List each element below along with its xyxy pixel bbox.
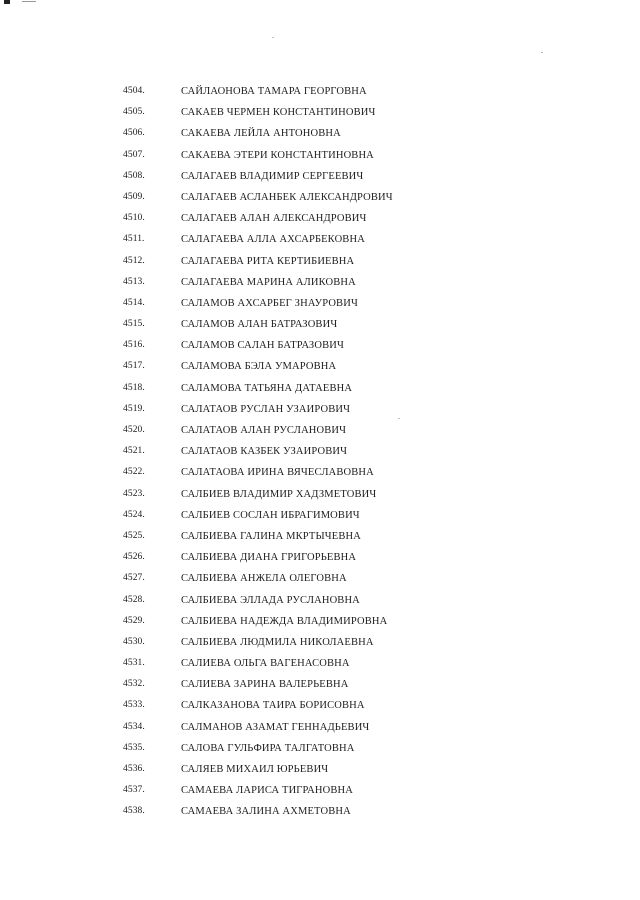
list-item [0,208,640,229]
list-item [0,166,640,187]
entry-number: 4509. [123,191,145,202]
list-item [0,187,640,208]
entry-name: САКАЕВ ЧЕРМЕН КОНСТАНТИНОВИЧ [181,107,376,119]
entry-number: 4531. [123,658,145,669]
entry-number: 4530. [123,636,145,647]
entry-number: 4508. [123,170,145,181]
entry-name: САЛБИЕВА НАДЕЖДА ВЛАДИМИРОВНА [181,615,388,627]
list-item [0,547,640,568]
entry-name: САЛБИЕВА ГАЛИНА МКРТЫЧЕВНА [181,530,361,542]
entry-name: САЙЛАОНОВА ТАМАРА ГЕОРГОВНА [181,86,367,97]
list-item [0,801,640,822]
list-item [0,526,640,547]
scan-mark-line [22,1,36,2]
entry-number: 4533. [123,700,145,711]
entry-number: 4535. [123,742,145,753]
entry-number: 4536. [123,764,145,774]
entry-name: САМАЕВА ЛАРИСА ТИГРАНОВНА [181,785,353,797]
entry-number: 4527. [123,573,145,584]
scan-corner-mark [4,0,74,6]
entry-number: 4519. [123,403,145,414]
list-item [0,611,640,632]
list-item [0,441,640,462]
entry-name: САЛБИЕВ ВЛАДИМИР ХАДЗМЕТОВИЧ [181,488,377,500]
entry-number: 4526. [123,552,145,563]
entry-name: САЛБИЕВ СОСЛАН ИБРАГИМОВИЧ [181,509,360,521]
list-item [0,759,640,780]
entry-number: 4528. [123,594,145,605]
entry-number: 4523. [123,488,145,499]
list-item [0,145,640,166]
list-item [0,590,640,611]
list-item [0,356,640,377]
list-item [0,102,640,123]
list-item [0,674,640,695]
entry-name: САЛЯЕВ МИХАИЛ ЮРЬЕВИЧ [181,764,329,775]
entry-number: 4516. [123,340,145,351]
entry-name: САКАЕВА ЭТЕРИ КОНСТАНТИНОВНА [181,149,374,161]
entry-name: САЛАМОВА БЭЛА УМАРОВНА [181,361,337,373]
list-item [0,251,640,272]
entry-number: 4513. [123,276,145,287]
entry-name: САЛБИЕВА ЛЮДМИЛА НИКОЛАЕВНА [181,636,374,648]
entry-number: 4537. [123,785,145,796]
list-item [0,272,640,293]
entry-name: САЛАТАОВ КАЗБЕК УЗАИРОВИЧ [181,446,348,458]
scan-speck [541,52,543,53]
entry-number: 4518. [123,382,145,393]
entry-name: САМАЕВА ЗАЛИНА АХМЕТОВНА [181,806,351,818]
entry-number: 4515. [123,319,145,330]
entry-number: 4529. [123,615,145,626]
entry-name: САЛАТАОВ РУСЛАН УЗАИРОВИЧ [181,403,351,415]
list-item [0,335,640,356]
list-item [0,505,640,526]
entry-number: 4520. [123,425,145,435]
entry-number: 4510. [123,213,145,224]
entry-name: САЛАМОВ АХСАРБЕГ ЗНАУРОВИЧ [181,297,358,309]
entry-name: САЛАГАЕВА МАРИНА АЛИКОВНА [181,276,356,288]
entry-number: 4521. [123,446,145,457]
entry-name: САЛАТАОВА ИРИНА ВЯЧЕСЛАВОВНА [181,467,374,479]
list-item [0,717,640,738]
name-list [0,81,640,823]
entry-name: САЛБИЕВА АНЖЕЛА ОЛЕГОВНА [181,573,347,585]
entry-name: САЛАГАЕВА РИТА КЕРТИБИЕВНА [181,255,355,267]
list-item [0,293,640,314]
entry-name: САЛАМОВ АЛАН БАТРАЗОВИЧ [181,319,338,331]
entry-number: 4507. [123,149,145,160]
entry-name: САЛИЕВА ЗАРИНА ВАЛЕРЬЕВНА [181,679,349,691]
entry-number: 4538. [123,806,145,817]
entry-name: САЛОВА ГУЛЬФИРА ТАЛГАТОВНА [181,742,355,754]
list-item [0,462,640,483]
list-item [0,695,640,716]
list-item [0,420,640,441]
entry-number: 4505. [123,107,145,118]
entry-name: САЛАГАЕВА АЛЛА АХСАРБЕКОВНА [181,234,365,246]
list-item [0,632,640,653]
entry-number: 4532. [123,679,145,690]
entry-number: 4522. [123,467,145,478]
list-item [0,780,640,801]
entry-number: 4511. [123,234,145,245]
scan-mark-dash [4,0,10,4]
entry-name: САЛКАЗАНОВА ТАИРА БОРИСОВНА [181,700,365,712]
list-item [0,484,640,505]
list-item [0,229,640,250]
entry-number: 4512. [123,255,145,266]
entry-name: САЛМАНОВ АЗАМАТ ГЕННАДЬЕВИЧ [181,721,370,733]
list-item [0,399,640,420]
list-item [0,378,640,399]
scan-speck [272,37,274,38]
entry-number: 4514. [123,297,145,308]
entry-number: 4506. [123,128,145,139]
entry-name: САЛБИЕВА ДИАНА ГРИГОРЬЕВНА [181,552,357,564]
entry-name: САЛАГАЕВ ВЛАДИМИР СЕРГЕЕВИЧ [181,170,364,182]
entry-name: САЛИЕВА ОЛЬГА ВАГЕНАСОВНА [181,658,350,670]
entry-name: САЛБИЕВА ЭЛЛАДА РУСЛАНОВНА [181,594,360,606]
entry-name: САКАЕВА ЛЕЙЛА АНТОНОВНА [181,128,341,140]
entry-name: САЛАГАЕВ АЛАН АЛЕКСАНДРОВИЧ [181,213,367,225]
entry-number: 4524. [123,509,145,520]
entry-name: САЛАМОВА ТАТЬЯНА ДАТАЕВНА [181,382,353,394]
entry-name: САЛАТАОВ АЛАН РУСЛАНОВИЧ [181,425,347,436]
entry-number: 4534. [123,721,145,732]
list-item [0,314,640,335]
entry-number: 4504. [123,86,145,96]
entry-number: 4517. [123,361,145,372]
list-item [0,81,640,102]
list-item [0,568,640,589]
entry-name: САЛАГАЕВ АСЛАНБЕК АЛЕКСАНДРОВИЧ [181,191,393,203]
list-item [0,123,640,144]
list-item [0,738,640,759]
entry-number: 4525. [123,530,145,541]
list-item [0,653,640,674]
entry-name: САЛАМОВ САЛАН БАТРАЗОВИЧ [181,340,344,352]
